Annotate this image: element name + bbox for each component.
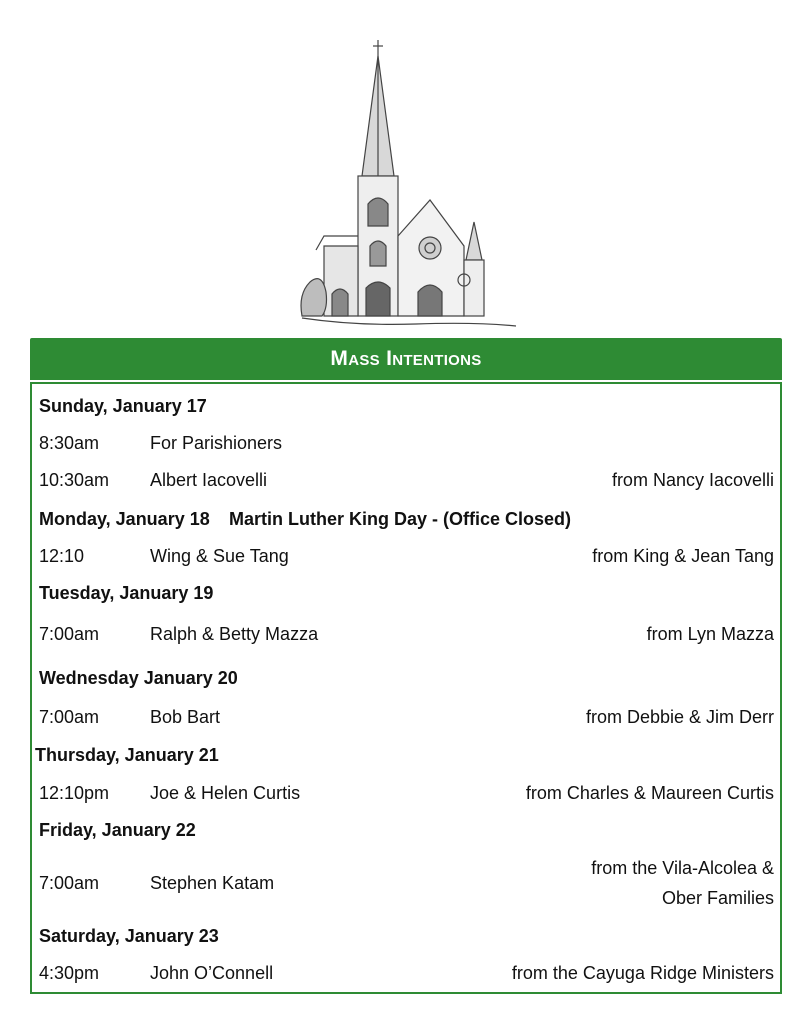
mass-intentions-table: Sunday, January 17 8:30am For Parishioners 10:30am Albert Iacovelli from Nancy Iacovelli Monday, January 18 Martin Luther King Day - (Office Closed) 12:10 Wing & Sue Tang from King & Jean Tang Tuesday, January 19 7:00am Ralph & Betty Mazza from Lyn Mazza Wednesday January 20 7:00am Bob Bart from Debbie & Jim Derr Thursday, January 21 12:10pm Joe & Helen Curtis from Charles & Maureen Curtis Friday, January 22 from the Vila-Alcolea & 7:00am Stephen Katam Ober Families Saturday, January 23 4:30pm John O’Connell from the Cayuga Ridge Ministers bbox=[30, 382, 782, 994]
holiday-note: Martin Luther King Day - (Office Closed) bbox=[229, 509, 572, 529]
mass-intentions-header bbox=[30, 338, 782, 380]
church-illustration bbox=[296, 36, 520, 330]
section-title: Mass Intentions bbox=[330, 347, 482, 370]
